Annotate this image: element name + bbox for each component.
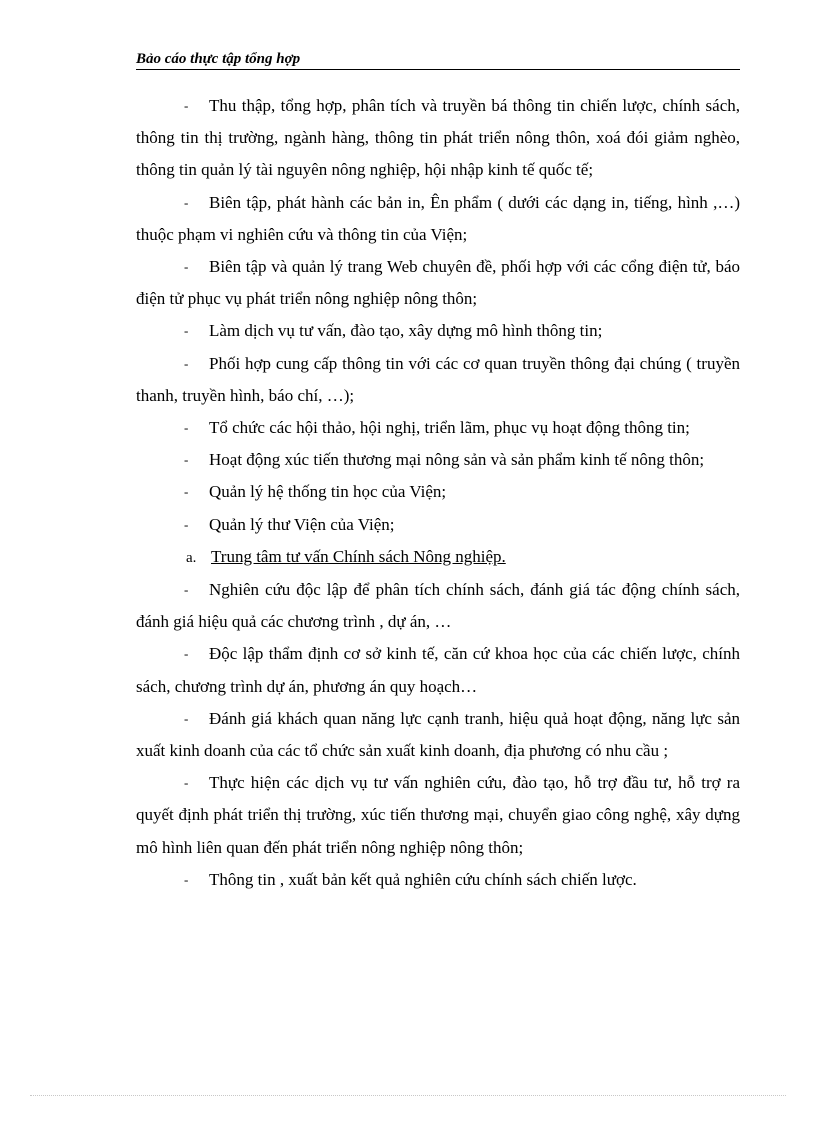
bullet-dash-icon: -: [184, 420, 189, 436]
bullet-dash-icon: -: [184, 775, 189, 791]
list-item: [136, 476, 740, 508]
bullet-dash-icon: -: [184, 646, 189, 662]
list-item: [136, 444, 740, 476]
list-item-text: Độc lập thẩm định cơ sở kinh tế, căn cứ khoa học của các chiến lược, chính sách, chương trình dự án, phương án quy hoạch…: [136, 644, 740, 696]
list-item: [136, 703, 740, 767]
list-item-text: Nghiên cứu độc lập để phân tích chính sách, đánh giá tác động chính sách, đánh giá hiệu quả các chương trình , dự án, …: [136, 580, 740, 632]
bullet-dash-icon: -: [184, 582, 189, 598]
list-item: [136, 638, 740, 702]
list-item: [136, 864, 740, 896]
list-item: [136, 90, 740, 187]
list-item-text: Thực hiện các dịch vụ tư vấn nghiên cứu, đào tạo, hỗ trợ đầu tư, hỗ trợ ra quyết định phát triển thị trường, xúc tiến thương mại, chuyển giao công nghệ, xây dựng mô hình liên quan đến phát triển nông nghiệp nông thôn;: [136, 773, 740, 857]
list-item-text: Thông tin , xuất bản kết quả nghiên cứu chính sách chiến lược.: [209, 869, 637, 889]
section-letter: a.: [186, 549, 197, 566]
bullet-dash-icon: -: [184, 871, 189, 887]
bullet-dash-icon: -: [184, 452, 189, 468]
list-item-text: Hoạt động xúc tiến thương mại nông sản và sản phẩm kinh tế nông thôn;: [209, 450, 705, 470]
bullet-dash-icon: -: [184, 710, 189, 726]
list-item-text: Biên tập và quản lý trang Web chuyên đề, phối hợp với các cổng điện tử, báo điện tử phục vụ phát triển nông nghiệp nông thôn;: [136, 257, 740, 309]
list-item-text: Quản lý hệ thống tin học của Viện;: [209, 482, 447, 502]
section-heading: [136, 541, 740, 574]
list-item: [136, 509, 740, 541]
list-item: [136, 348, 740, 412]
bullet-dash-icon: -: [184, 484, 189, 500]
document-body: [136, 90, 740, 896]
list-item: [136, 767, 740, 864]
section-title: Trung tâm tư vấn Chính sách Nông nghiệp.: [211, 546, 506, 566]
list-b: [136, 574, 740, 896]
page-header: [136, 50, 740, 70]
list-item-text: Phối hợp cung cấp thông tin với các cơ quan truyền thông đại chúng ( truyền thanh, truyền hình, báo chí, …);: [136, 353, 740, 405]
page-bottom-divider: [30, 1095, 786, 1096]
list-a: [136, 90, 740, 541]
list-item-text: Đánh giá khách quan năng lực cạnh tranh, hiệu quả hoạt động, năng lực sản xuất kinh doanh của các tổ chức sản xuất kinh doanh, địa phương có nhu cầu ;: [136, 708, 740, 761]
header-title: Bảo cáo thực tập tổng hợp: [136, 51, 301, 67]
bullet-dash-icon: -: [184, 323, 189, 339]
bullet-dash-icon: -: [184, 194, 189, 210]
list-item: [136, 412, 740, 444]
list-item-text: Làm dịch vụ tư vấn, đào tạo, xây dựng mô hình thông tin;: [209, 321, 603, 341]
list-item-text: Quản lý thư Viện của Viện;: [209, 514, 395, 534]
list-item-text: Thu thập, tổng hợp, phân tích và truyền bá thông tin chiến lược, chính sách, thông tin thị trường, ngành hàng, thông tin phát triển nông thôn, xoá đói giảm nghèo, thông tin quản lý tài nguyên nông nghiệp, hội nhập kinh tế quốc tế;: [136, 96, 740, 180]
list-item: [136, 574, 740, 638]
bullet-dash-icon: -: [184, 259, 189, 275]
bullet-dash-icon: -: [184, 355, 189, 371]
bullet-dash-icon: -: [184, 98, 189, 113]
list-item: [136, 315, 740, 347]
list-item-text: Tổ chức các hội thảo, hội nghị, triển lãm, phục vụ hoạt động thông tin;: [209, 418, 690, 438]
bullet-dash-icon: -: [184, 516, 189, 532]
list-item: [136, 187, 740, 251]
list-item: [136, 251, 740, 315]
list-item-text: Biên tập, phát hành các bản in, Ên phẩm ( dưới các dạng in, tiếng, hình ,…) thuộc phạm vi nghiên cứu và thông tin của Viện;: [136, 192, 740, 244]
